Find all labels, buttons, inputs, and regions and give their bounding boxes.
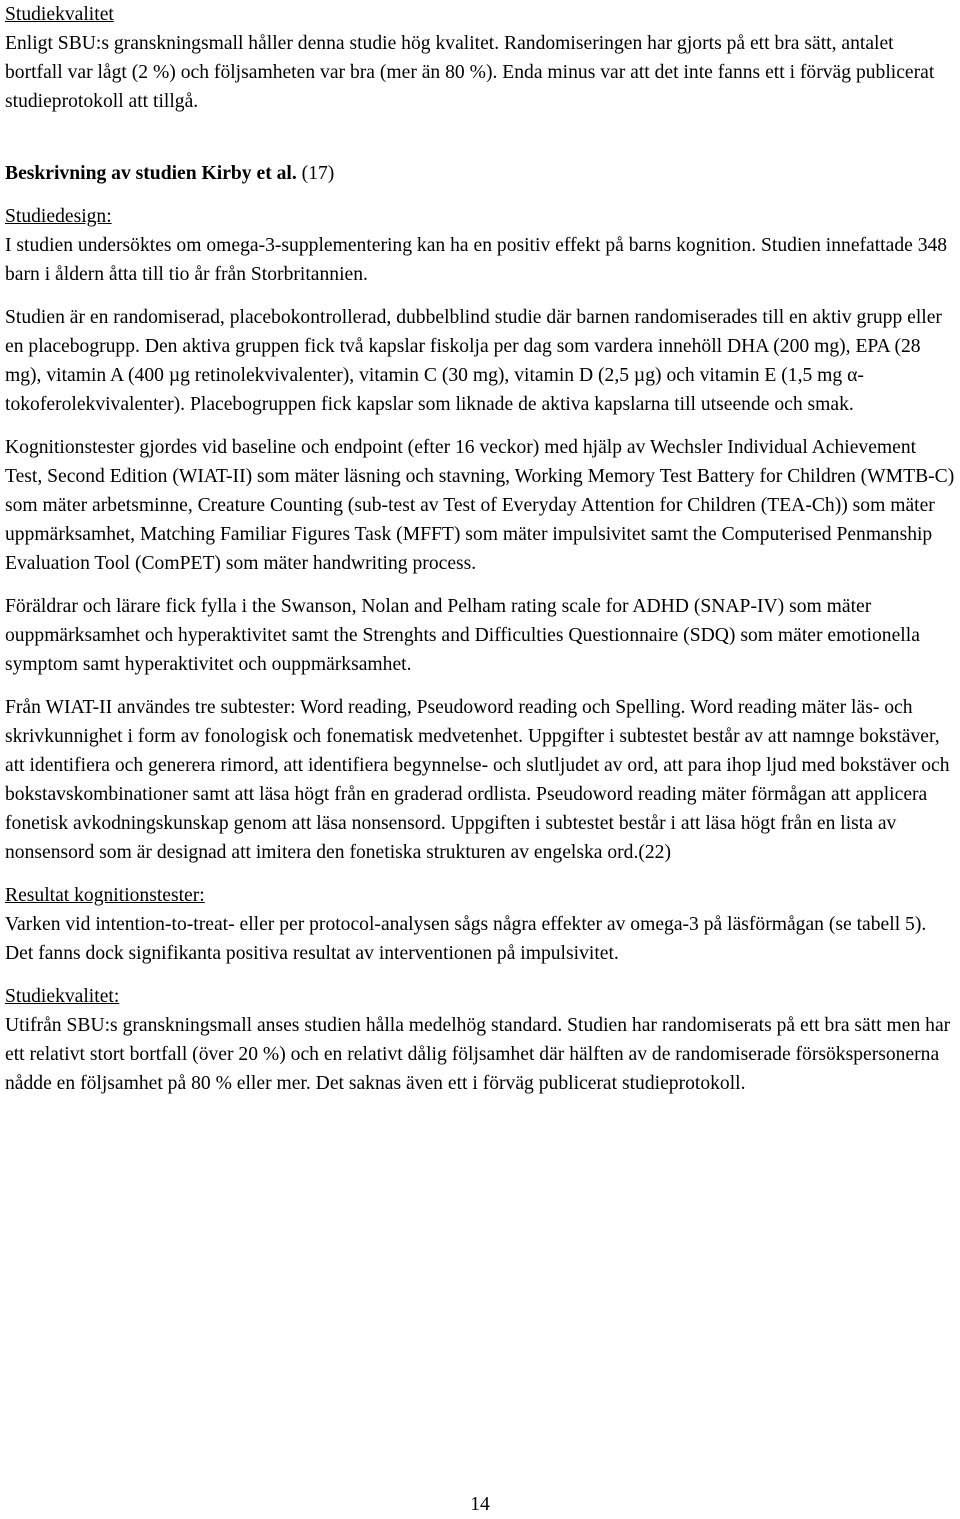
spacer: [5, 867, 955, 881]
paragraph-quality-summary: Enligt SBU:s granskningsmall håller denna studie hög kvalitet. Randomiseringen har gjorts på ett bra sätt, antalet bortfall var lågt (2 %) och följsamheten var bra (mer än 80 %). Enda minus var att det inte fanns ett i förväg publicerat studieprotokoll att tillgå.: [5, 33, 935, 112]
spacer: [5, 419, 955, 433]
spacer: [5, 679, 955, 693]
spacer: [5, 578, 955, 592]
paragraph-design-2: Studien är en randomiserad, placebokontrollerad, dubbelblind studie där barnen randomiserades till en aktiv grupp eller en placebogrupp. Den aktiva gruppen fick två kapslar fiskolja per dag som vardera innehöll DHA (200 mg), EPA (28 mg), vitamin A (400 µg retinolekvivalenter), vitamin C (30 mg), vitamin D (2,5 µg) och vitamin E (1,5 mg α-tokoferolekvivalenter). Placebogruppen fick kapslar som liknade de aktiva kapslarna till utseende och smak.: [5, 307, 942, 415]
section-heading-studiekvalitet-2: Studiekvalitet:: [5, 986, 120, 1007]
spacer: [5, 116, 955, 145]
paragraph-design-1: I studien undersöktes om omega-3-supplementering kan ha en positiv effekt på barns kognition. Studien innefattade 348 barn i åldern åtta till tio år från Storbritannien.: [5, 235, 948, 285]
page-number: 14: [470, 1494, 490, 1515]
study-title: [5, 159, 955, 188]
section-heading-resultat: Resultat kognitionstester:: [5, 885, 205, 906]
study-title-bold: Beskrivning av studien Kirby et al.: [5, 163, 297, 184]
spacer: [5, 145, 955, 159]
spacer: [5, 289, 955, 303]
paragraph-design-5: Från WIAT-II användes tre subtester: Word reading, Pseudoword reading och Spelling. Word reading mäter läs- och skrivkunnighet i form av fonologisk och fonematisk medvetenhet. Uppgifter i subtestet består av att namnge bokstäver, att identifiera och generera rimord, att identifiera begynnelse- och slutljudet av ord, att para ihop ljud med bokstäver och bokstavskombinationer samt att läsa högt från en graderad ordlista. Pseudoword reading mäter förmågan att applicera fonetisk avkodningskunskap genom att läsa nonsensord. Uppgiften i subtestet består i att läsa högt från en lista av nonsensord som är designad att imitera den fonetiska strukturen av engelska ord.(22): [5, 697, 950, 863]
paragraph-quality: Utifrån SBU:s granskningsmall anses studien hålla medelhög standard. Studien har randomiserats på ett bra sätt men har ett relativt stort bortfall (över 20 %) och en relativt dålig följsamhet där hälften av de randomiserade försökspersonerna nådde en följsamhet på 80 % eller mer. Det saknas även ett i förväg publicerat studieprotokoll.: [5, 1015, 951, 1094]
document-page: [5, 0, 955, 1098]
section-heading-studiedesign: Studiedesign:: [5, 206, 112, 227]
paragraph-results: Varken vid intention-to-treat- eller per protocol-analysen sågs några effekter av omega-3 på läsförmågan (se tabell 5). Det fanns dock signifikanta positiva resultat av interventionen på impulsivitet.: [5, 914, 927, 964]
paragraph-design-4: Föräldrar och lärare fick fylla i the Swanson, Nolan and Pelham rating scale for ADHD (SNAP-IV) som mäter ouppmärksamhet och hyperaktivitet samt the Strenghts and Difficulties Questionnaire (SDQ) som mäter emotionella symptom samt hyperaktivitet och ouppmärksamhet.: [5, 596, 920, 675]
spacer: [5, 188, 955, 202]
spacer: [5, 968, 955, 982]
section-heading-studiekvalitet: Studiekvalitet: [5, 4, 114, 25]
study-title-ref: (17): [296, 163, 335, 184]
paragraph-design-3: Kognitionstester gjordes vid baseline och endpoint (efter 16 veckor) med hjälp av Wechsler Individual Achievement Test, Second Edition (WIAT-II) som mäter läsning och stavning, Working Memory Test Battery for Children (WMTB-C) som mäter arbetsminne, Creature Counting (sub-test av Test of Everyday Attention for Children (TEA-Ch)) som mäter uppmärksamhet, Matching Familiar Figures Task (MFFT) som mäter impulsivitet samt the Computerised Penmanship Evaluation Tool (ComPET) som mäter handwriting process.: [5, 437, 955, 574]
